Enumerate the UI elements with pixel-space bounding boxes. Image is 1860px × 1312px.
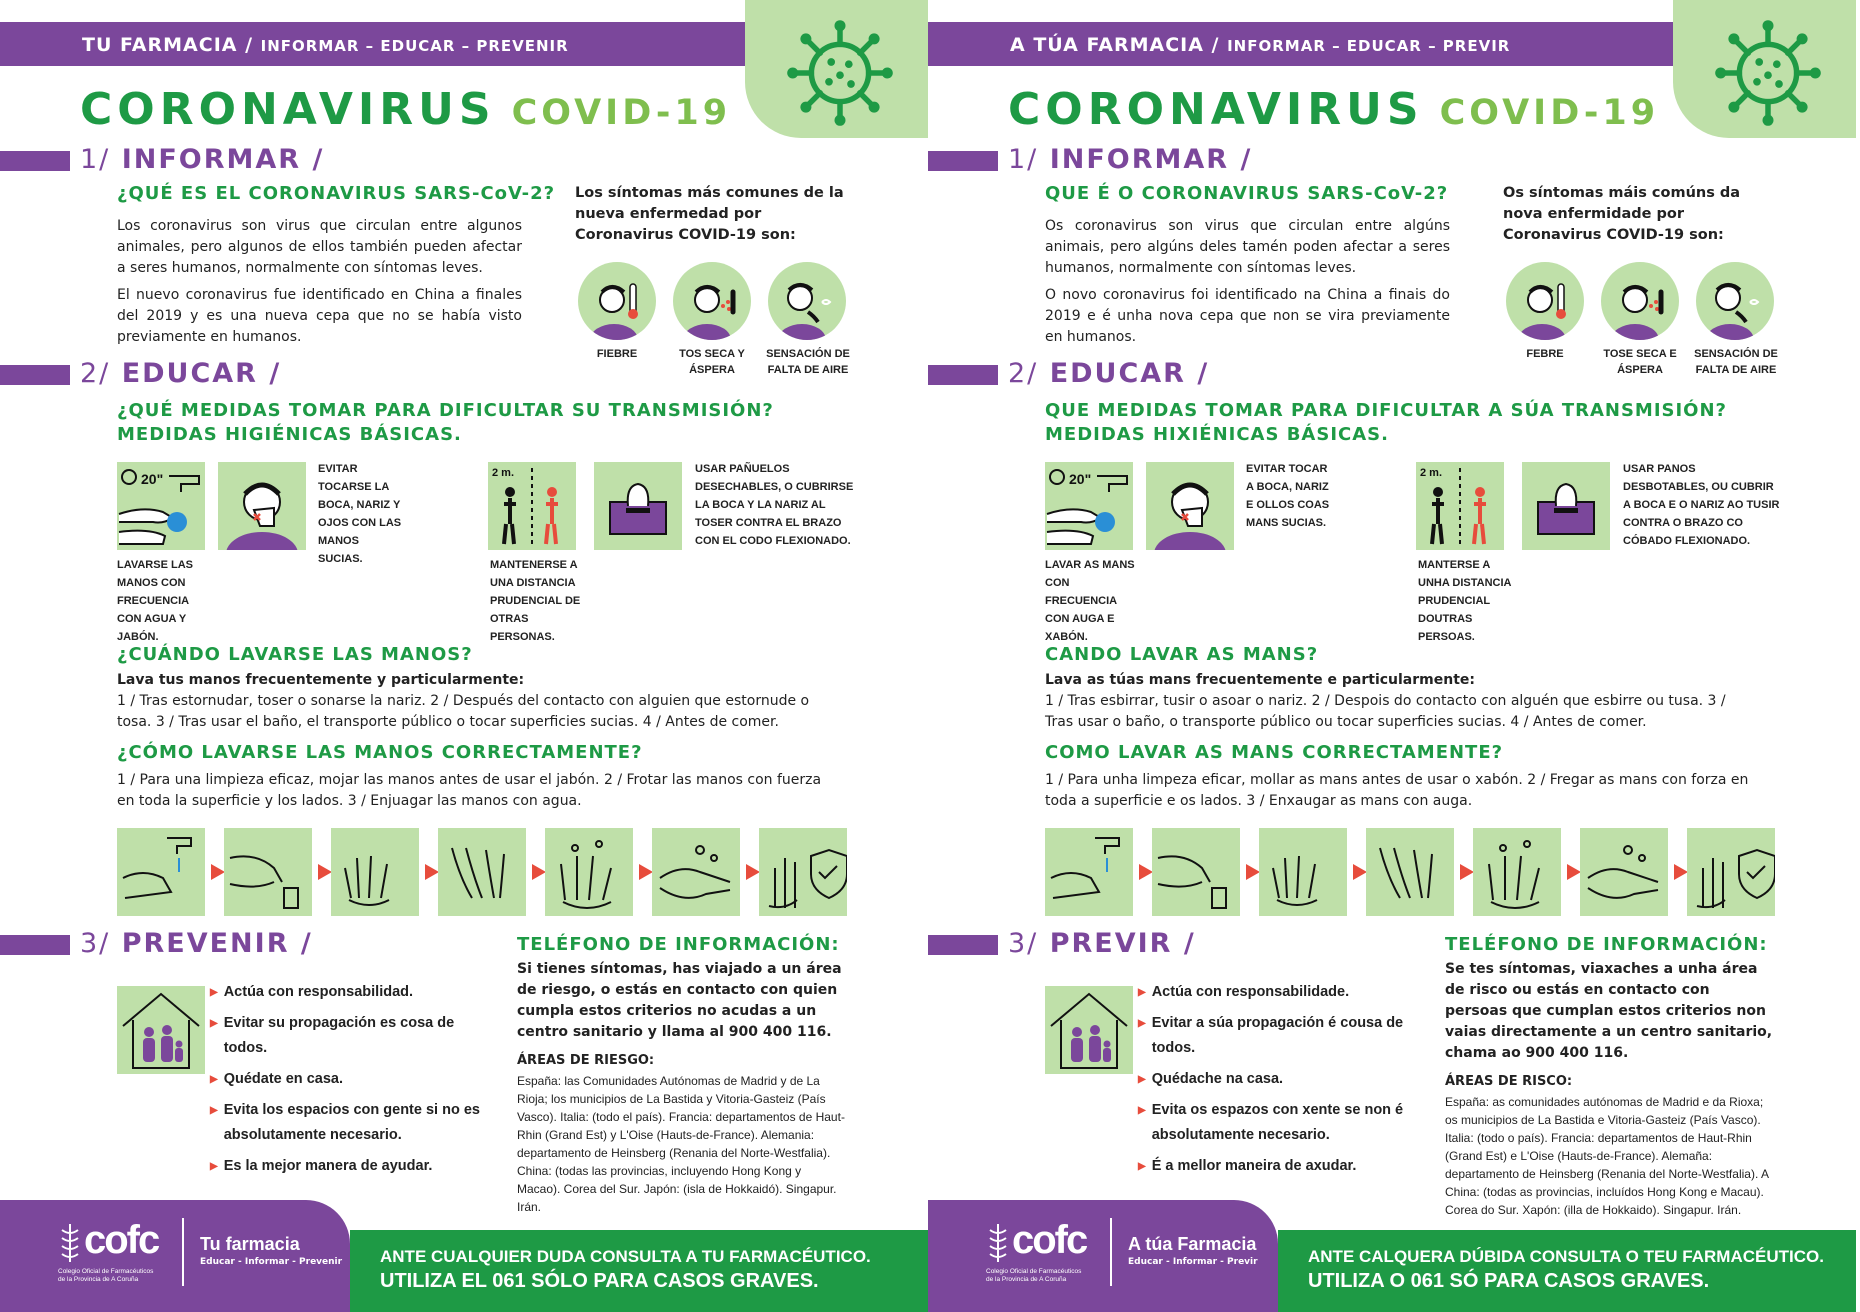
symptom-label-fever: FEBRE	[1526, 348, 1564, 360]
phone-body: Se tes síntomas, viaxaches a unha área de risco ou estás en contacto con persoas que cumplan estos criterios non vaias directamente a un centro sanitario, chama ao 900 400 116.	[1445, 961, 1773, 1061]
wash-step-icon	[759, 828, 847, 916]
wash-step-icon	[1366, 828, 1454, 916]
footer-line-1: ANTE CALQUERA DÚBIDA CONSULTA O TEU FARMACÉUTICO.	[1308, 1247, 1824, 1266]
measure-no-touch: EVITAR TOCAR A BOCA, NARIZ E OLLOS COAS MANS SUCIAS.	[1246, 463, 1330, 529]
measure-no-touch: EVITAR TOCARSE LA BOCA, NARIZ Y OJOS CON LAS MANOS SUCIAS.	[318, 463, 402, 565]
footer-line-2: UTILIZA EL 061 SÓLO PARA CASOS GRAVES.	[380, 1270, 819, 1292]
main-title: CORONAVIRUS COVID-19	[1008, 84, 1660, 135]
question-what-is: ¿QUÉ ES EL CORONAVIRUS SARS-CoV-2?	[117, 183, 556, 204]
measure-tissue: USAR PAÑUELOS DESECHABLES, O CUBRIRSE LA BOCA Y LA NARIZ AL TOSER CONTRA EL BRAZO CON EL CODO FLEXIONADO.	[695, 463, 854, 547]
question-measures: ¿QUÉ MEDIDAS TOMAR PARA DIFICULTAR SU TRANSMISIÓN?	[117, 400, 774, 421]
list-item: ▶ Quédache na casa.	[1138, 1071, 1284, 1087]
footer-brand-sub: Educar - Informar - Previr	[1128, 1257, 1258, 1267]
college-name-1: Colegio Oficial de Farmacéuticos	[986, 1268, 1082, 1275]
question-measures: QUE MEDIDAS TOMAR PARA DIFICULTAR A SÚA TRANSMISIÓN?	[1045, 400, 1727, 421]
info-phone-box	[1445, 934, 1775, 1219]
list-item: ▶ Es la mejor manera de ayudar.	[210, 1158, 433, 1174]
risk-heading: ÁREAS DE RISCO:	[1445, 1074, 1573, 1089]
no-touch-face-icon	[218, 462, 306, 550]
fever-icon	[1506, 262, 1584, 340]
risk-heading: ÁREAS DE RIESGO:	[517, 1053, 655, 1068]
symptom-label-breath: SENSACIÓN DE FALTA DE AIRE	[1694, 348, 1778, 376]
list-item: ▶ Quédate en casa.	[210, 1071, 343, 1087]
no-touch-face-icon	[1146, 462, 1234, 550]
measure-wash: LAVARSE LAS MANOS CON FRECUENCIA CON AGUA Y JABÓN.	[117, 559, 193, 643]
footer-brand: Tu farmacia Educar - Informar - Prevenir	[200, 1234, 343, 1267]
poster-castellano: TU FARMACIA / INFORMAR – EDUCAR – PREVENIR CORONAVIRUS COVID-19 1/ INFORMAR / ¿QUÉ ES EL CORONAVIRUS SARS-CoV-2? Los coronavirus son virus que circulan entre algunos animales, pero algunos de ellos también pueden afectar a seres humanos, normalmente con síntomas leves. El nuevo coronavirus fue identificado en China a finales del 2019 y es una nueva cepa que no se había visto previamente en humanos. Los síntomas más comunes de la nueva enfermedad por Coronavirus COVID-19 son: FIEBRE TOS SECA Y ÁSPERA SENSACIÓN DE FALTA DE AIRE 2/ EDUCAR / ¿QUÉ MEDIDAS TOMAR PARA DIFICULTAR SU TRANSMISIÓN? MEDIDAS HIGIÉNICAS BÁSICAS. 20" EVITAR TOCARSE LA BOCA, NARIZ Y OJOS CON LAS MANOS SUCIAS. LAVARSE LAS MANOS CON FRECUENCIA CON AGUA Y JABÓN. 2 m. MANTENERSE A UNA DISTANCIA PRUDENCIAL DE OTRAS PERSONAS. USAR PAÑUELOS DESECHABLES, O CUBRIRSE LA BOCA Y LA NARIZ AL TOSER CONTRA EL BRAZO CON EL CODO FLEXIONADO. ¿CUÁNDO LAVARSE LAS MANOS? Lava tus manos frecuentemente y particularmente: 1 / Tras estornudar, toser o sonarse la nariz. 2 / Después del contacto con alguien que estornude o tosa. 3 / Tras usar el baño, el transporte público o tocar superficies sucias. 4 / Antes de comer. ¿CÓMO LAVARSE LAS MANOS CORRECTAMENTE? 1 / Para una limpieza eficaz, mojar las manos antes de usar el jabón. 2 / Frotar las manos con fuerza en toda la superficie y los lados. 3 / Enjuagar las manos con agua. 3/ PREVENIR / ▶ Actúa con responsabilidad. ▶ Evitar su propagación es cosa de todos. ▶ Quédate en casa. ▶ Evita los espacios con gente si no es absolutamente necesario. ▶ Es la mejor manera de ayudar. TELÉFONO DE INFORMACIÓN: Si tienes síntomas, has viajado a un área de riesgo, o estás en contacto con quien cumpla estos criterios no acudas a un centro sanitario y llama al 900 400 116. ÁREAS DE RIESGO: España: las Comunidades Autónomas de Madrid y de La Rioja; los municipios de La Bastida y Vitoria-Gasteiz (País Vasco). Italia: (todo el país). Francia: departamentos de Haut-Rhin (Grand Est) y L'Oise (Hauts-de-France). Alemania: departamento de Heinsberg (Renania del Norte-Westfalia). China: (todas las provincias, incluyendo Hong Kong y Macao). Corea del Sur. Japón: (isla de Hokkaidó). Singapur. Irán. cofc Colegio Oficial de Farmacéuticos de la Provincia de A Coruña Tu farmacia Educar - Informar - Prevenir ANTE CUALQUIER DUDA CONSULTA A TU FARMACÉUTICO. UTILIZA EL 061 SÓLO PARA CASOS GRAVES.	[0, 0, 928, 1312]
footer-line-2: UTILIZA O 061 SÓ PARA CASOS GRAVES.	[1308, 1270, 1710, 1292]
brand-title: A TÚA FARMACIA /	[1010, 34, 1220, 56]
tissue-icon	[1522, 462, 1610, 550]
symptom-label-cough: TOSE SECA E ÁSPERA	[1603, 348, 1677, 376]
symptom-label-cough: TOS SECA Y ÁSPERA	[679, 348, 745, 376]
wash-step-icon	[438, 828, 526, 916]
wash-step-icon	[1045, 828, 1133, 916]
brand-title: TU FARMACIA /	[82, 34, 254, 56]
cofc-logo: cofc Colegio Oficial de Farmacéuticos de la Provincia de A Coruña	[58, 1218, 159, 1283]
phone-body: Si tienes síntomas, has viajado a un área de riesgo, o estás en contacto con quien cumpla estos criterios no acudas a un centro sanitario y llama al 900 400 116.	[517, 961, 842, 1040]
list-item: ▶ Evita os espazos con xente se non é absolutamente necesario.	[1138, 1102, 1404, 1143]
handwash-icon	[1045, 462, 1133, 550]
distance-icon	[1416, 462, 1504, 550]
paragraph-definition: Los coronavirus son virus que circulan entre algunos animales, pero algunos de ellos también pueden afectar a seres humanos, normalmente con síntomas leves.	[117, 218, 522, 276]
wash-step-icon	[545, 828, 633, 916]
list-item: ▶ É a mellor maneira de axudar.	[1138, 1158, 1357, 1174]
question-when: CANDO LAVAR AS MANS?	[1045, 644, 1319, 665]
when-lead: Lava tus manos frecuentemente y particularmente:	[117, 672, 525, 688]
poster-galego: A TÚA FARMACIA / INFORMAR – EDUCAR – PREVIR CORONAVIRUS COVID-19 1/ INFORMAR / QUE É O CORONAVIRUS SARS-CoV-2? Os coronavirus son virus que circulan entre algúns animais, pero algúns deles tamén poden afectar a seres humanos, normalmente con síntomas leves. O novo coronavirus foi identificado na China a finais do 2019 e é unha nova cepa que non se vira previamente en humanos. Os síntomas máis comúns da nova enfermidade por Coronavirus COVID-19 son: FEBRE TOSE SECA E ÁSPERA SENSACIÓN DE FALTA DE AIRE 2/ EDUCAR / QUE MEDIDAS TOMAR PARA DIFICULTAR A SÚA TRANSMISIÓN? MEDIDAS HIXIÉNICAS BÁSICAS. 20" EVITAR TOCAR A BOCA, NARIZ E OLLOS COAS MANS SUCIAS. LAVAR AS MANS CON FRECUENCIA CON AUGA E XABÓN. 2 m. MANTERSE A UNHA DISTANCIA PRUDENCIAL DOUTRAS PERSOAS. USAR PANOS DESBOTABLES, OU CUBRIR A BOCA E O NARIZ AO TUSIR CONTRA O BRAZO CO CÓBADO FLEXIONADO. CANDO LAVAR AS MANS? Lava as túas mans frecuentemente e particularmente: 1 / Tras esbirrar, tusir o asoar o nariz. 2 / Despois do contacto con alguén que esbirre ou tusa. 3 / Tras usar o baño, o transporte público ou tocar superficies sucias. 4 / Antes de comer. COMO LAVAR AS MANS CORRECTAMENTE? 1 / Para unha limpeza eficar, mollar as mans antes de usar o xabón. 2 / Fregar as mans con forza en toda a superficie e os lados. 3 / Enxaugar as mans con auga. 3/ PREVIR / ▶ Actúa con responsabilidade. ▶ Evitar a súa propagación é cousa de todos. ▶ Quédache na casa. ▶ Evita os espazos con xente se non é absolutamente necesario. ▶ É a mellor maneira de axudar. TELÉFONO DE INFORMACIÓN: Se tes síntomas, viaxaches a unha área de risco ou estás en contacto con persoas que cumplan estos criterios non vaias directamente a un centro sanitario, chama ao 900 400 116. ÁREAS DE RISCO: España: as comunidades autónomas de Madrid e da Rioxa; os municipios de La Bastida e Vitoria-Gasteiz (País Vasco). Italia: (todo o país). Francia: departamentos de Haut-Rhin (Grand Est) e L'Oise (Hauts-de-France). Alemaña: departamento de Heinsberg (Renania del Norte-Westfalia). A China: (todas as provincias, incluídos Hong Kong e Macau). Corea do Sur. Xapón: (illa de Hokkaido). Singapur. Irán. cofc Colegio Oficial de Farmacéuticos de la Provincia de A Coruña A túa Farmacia Educar - Informar - Previr ANTE CALQUERA DÚBIDA CONSULTA O TEU FARMACÉUTICO. UTILIZA O 061 SÓ PARA CASOS GRAVES.	[928, 0, 1856, 1312]
info-phone-box	[517, 934, 847, 1216]
how-text: 1 / Para una limpieza eficaz, mojar las manos antes de usar el jabón. 2 / Frotar las manos con fuerza en toda la superficie y los lados. 3 / Enjuagar las manos con agua.	[117, 772, 822, 809]
banner-tagline: INFORMAR – EDUCAR – PREVENIR	[260, 37, 569, 55]
wash-time-text: 20"	[141, 471, 164, 487]
handwash-icon	[117, 462, 205, 550]
corner-badge	[745, 0, 928, 138]
symptom-label-fever: FIEBRE	[596, 348, 638, 360]
list-item: ▶ Actúa con responsabilidad.	[210, 984, 414, 1000]
cofc-logo: cofc Colegio Oficial de Farmacéuticos de la Provincia de A Coruña	[986, 1218, 1087, 1283]
home-family-icon	[1045, 986, 1133, 1074]
symptom-label-breath: SENSACIÓN DE FALTA DE AIRE	[766, 348, 850, 376]
measure-distance: MANTERSE A UNHA DISTANCIA PRUDENCIAL DOUTRAS PERSOAS.	[1418, 559, 1512, 643]
distance-text: 2 m.	[492, 467, 515, 479]
measure-distance: MANTENERSE A UNA DISTANCIA PRUDENCIAL DE OTRAS PERSONAS.	[490, 559, 581, 643]
question-what-is: QUE É O CORONAVIRUS SARS-CoV-2?	[1045, 183, 1449, 204]
wash-step-icon	[224, 828, 312, 916]
college-name-2: de la Provincia de A Coruña	[58, 1276, 139, 1283]
home-family-icon	[117, 986, 205, 1074]
main-title: CORONAVIRUS COVID-19	[80, 84, 732, 135]
cough-icon	[673, 262, 751, 340]
paragraph-origin: O novo coronavirus foi identificado na China a finais do 2019 e é unha nova cepa que non se vira previamente en humanos.	[1045, 287, 1450, 345]
list-item: ▶ Evita los espacios con gente si no es absolutamente necesario.	[210, 1102, 480, 1143]
phone-heading: TELÉFONO DE INFORMACIÓN:	[517, 934, 840, 955]
wash-step-icon	[117, 828, 205, 916]
wash-step-icon	[331, 828, 419, 916]
subheading-hygiene: MEDIDAS HIGIÉNICAS BÁSICAS.	[117, 424, 462, 445]
breath-icon	[768, 262, 846, 340]
paragraph-origin: El nuevo coronavirus fue identificado en China a finales del 2019 y es una nueva cepa que no se había visto previamente en humanos.	[117, 287, 522, 345]
cough-icon	[1601, 262, 1679, 340]
risk-areas-text: España: as comunidades autónomas de Madrid e da Rioxa; os municipios de La Bastida e Vitoria-Gasteiz (País Vasco). Italia: (todo o país). Francia: departamentos de Haut-Rhin (Grand Est) e L'Oise (Hauts-de-France). Alemaña: departamento de Heinsberg (Renania del Norte-Westfalia). A China: (todas as provincias, incluídos Hong Kong e Macau). Corea do Sur. Xapón: (illa de Hokkaido). Singapur. Irán.	[1445, 1095, 1769, 1217]
risk-areas-text: España: las Comunidades Autónomas de Madrid y de La Rioja; los municipios de La Bastida y Vitoria-Gasteiz (País Vasco). Italia: (todo el país). Francia: departamentos de Haut-Rhin (Grand Est) y L'Oise (Hauts-de-France). Alemania: departamento de Heinsberg (Renania del Norte-Westfalia). China: (todas las provincias, incluyendo Hong Kong y Macao). Corea del Sur. Japón: (isla de Hokkaidó). Singapur. Irán.	[517, 1074, 845, 1214]
wash-step-icon	[1473, 828, 1561, 916]
list-item: ▶ Evitar a súa propagación é cousa de todos.	[1138, 1015, 1404, 1056]
wash-step-icon	[1687, 828, 1775, 916]
when-lead: Lava as túas mans frecuentemente e particularmente:	[1045, 672, 1475, 688]
how-text: 1 / Para unha limpeza eficar, mollar as mans antes de usar o xabón. 2 / Fregar as mans con forza en toda a superficie e os lados. 3 / Enxaugar as mans con auga.	[1045, 772, 1749, 809]
college-name-2: de la Provincia de A Coruña	[986, 1276, 1067, 1283]
measure-wash: LAVAR AS MANS CON FRECUENCIA CON AUGA E XABÓN.	[1045, 559, 1135, 643]
top-banner	[0, 22, 745, 66]
distance-icon	[488, 462, 576, 550]
tissue-icon	[594, 462, 682, 550]
paragraph-definition: Os coronavirus son virus que circulan entre algúns animais, pero algúns deles tamén poden afectar a seres humanos, normalmente con síntomas leves.	[1045, 218, 1450, 276]
phone-heading: TELÉFONO DE INFORMACIÓN:	[1445, 934, 1768, 955]
distance-text: 2 m.	[1420, 467, 1443, 479]
symptoms-heading: Los síntomas más comunes de la nueva enfermedad por Coronavirus COVID-19 son:	[575, 185, 844, 243]
list-item: ▶ Evitar su propagación es cosa de todos.	[210, 1015, 455, 1056]
list-item: ▶ Actúa con responsabilidade.	[1138, 984, 1350, 1000]
virus-icon	[785, 18, 895, 128]
footer-brand-sub: Educar - Informar - Prevenir	[200, 1257, 343, 1267]
virus-icon	[1713, 18, 1823, 128]
footer-line-1: ANTE CUALQUIER DUDA CONSULTA A TU FARMACÉUTICO.	[380, 1247, 871, 1266]
wash-step-icon	[1580, 828, 1668, 916]
subheading-hygiene: MEDIDAS HIXIÉNICAS BÁSICAS.	[1045, 424, 1389, 445]
wash-step-icon	[652, 828, 740, 916]
breath-icon	[1696, 262, 1774, 340]
symptoms-heading: Os síntomas máis comúns da nova enfermidade por Coronavirus COVID-19 son:	[1503, 185, 1741, 243]
prevention-list	[210, 980, 480, 1179]
footer-green	[1278, 1230, 1856, 1312]
banner-tagline: INFORMAR – EDUCAR – PREVIR	[1227, 37, 1511, 55]
fever-icon	[578, 262, 656, 340]
footer-green	[350, 1230, 928, 1312]
wash-time-text: 20"	[1069, 471, 1092, 487]
question-when: ¿CUÁNDO LAVARSE LAS MANOS?	[117, 644, 473, 665]
measure-tissue: USAR PANOS DESBOTABLES, OU CUBRIR A BOCA E O NARIZ AO TUSIR CONTRA O BRAZO CO CÓBADO FLEXIONADO.	[1623, 463, 1780, 547]
question-how: COMO LAVAR AS MANS CORRECTAMENTE?	[1045, 742, 1504, 763]
wash-step-icon	[1259, 828, 1347, 916]
corner-badge	[1673, 0, 1856, 138]
when-text: 1 / Tras estornudar, toser o sonarse la nariz. 2 / Después del contacto con alguien que estornude o tosa. 3 / Tras usar el baño, el transporte público o tocar superficies sucias. 4 / Antes de comer.	[117, 693, 810, 730]
wash-step-icon	[1152, 828, 1240, 916]
question-how: ¿CÓMO LAVARSE LAS MANOS CORRECTAMENTE?	[117, 742, 643, 763]
when-text: 1 / Tras esbirrar, tusir o asoar o nariz. 2 / Despois do contacto con alguén que esbirre ou tusa. 3 / Tras usar o baño, o transporte público ou tocar superficies sucias. 4 / Antes de comer.	[1045, 693, 1726, 730]
college-name-1: Colegio Oficial de Farmacéuticos	[58, 1268, 154, 1275]
top-banner	[928, 22, 1673, 66]
footer-brand: A túa Farmacia Educar - Informar - Previr	[1128, 1234, 1258, 1267]
prevention-list	[1138, 980, 1408, 1179]
